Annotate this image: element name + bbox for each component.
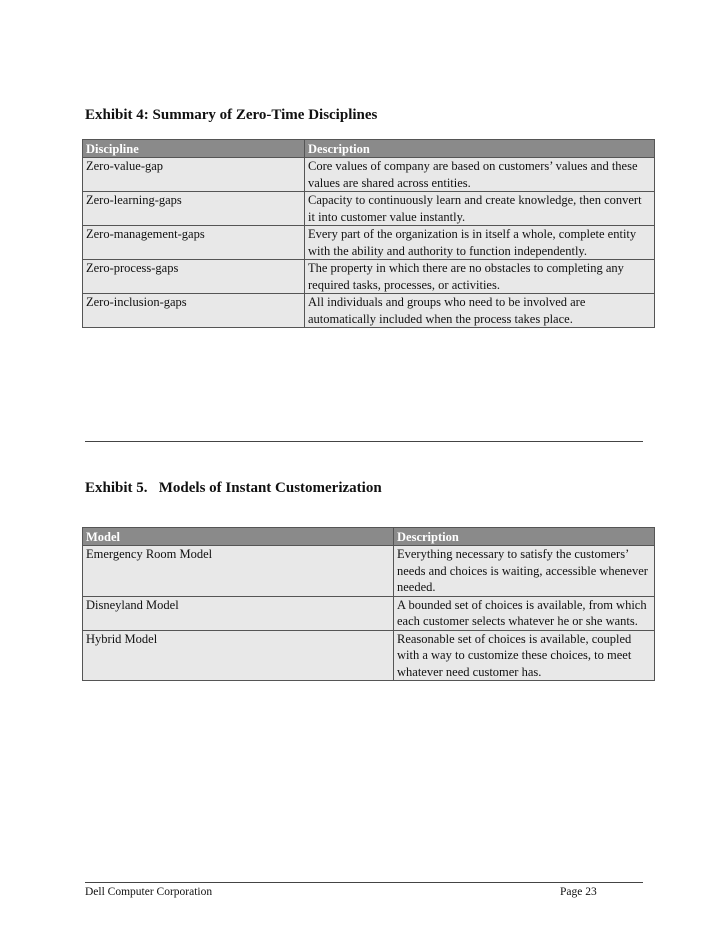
discipline-cell: Zero-learning-gaps <box>83 192 305 226</box>
footer-company: Dell Computer Corporation <box>85 886 213 898</box>
model-cell: Emergency Room Model <box>83 546 394 597</box>
description-cell: Everything necessary to satisfy the customers’ needs and choices is waiting, accessible whenever needed. <box>394 546 655 597</box>
discipline-cell: Zero-inclusion-gaps <box>83 294 305 328</box>
description-cell: A bounded set of choices is available, from which each customer selects whatever he or she wants. <box>394 596 655 630</box>
description-cell: The property in which there are no obstacles to completing any required tasks, processes, or activities. <box>305 260 655 294</box>
discipline-cell: Zero-process-gaps <box>83 260 305 294</box>
section-divider <box>85 441 643 442</box>
table-row <box>83 630 655 681</box>
exhibit-4-title: Exhibit 4: Summary of Zero-Time Disciplines <box>85 107 378 123</box>
description-cell: Every part of the organization is in itself a whole, complete entity with the ability and authority to function independently. <box>305 226 655 260</box>
table-row <box>83 546 655 597</box>
description-cell: Capacity to continuously learn and create knowledge, then convert it into customer value instantly. <box>305 192 655 226</box>
zero-time-disciplines-table <box>82 139 655 328</box>
table-header-row <box>83 140 655 158</box>
description-cell: Reasonable set of choices is available, coupled with a way to customize these choices, to meet whatever need customer has. <box>394 630 655 681</box>
instant-customerization-table <box>82 527 655 681</box>
table-row <box>83 192 655 226</box>
footer-page-number: Page 23 <box>560 886 597 898</box>
table-row <box>83 596 655 630</box>
table-header-row <box>83 528 655 546</box>
description-cell: All individuals and groups who need to be involved are automatically included when the process takes place. <box>305 294 655 328</box>
exhibit-5-title: Exhibit 5. Models of Instant Customerization <box>85 480 382 496</box>
table-row <box>83 294 655 328</box>
column-header-description: Description <box>394 528 655 546</box>
table-row <box>83 226 655 260</box>
table-row <box>83 158 655 192</box>
discipline-cell: Zero-management-gaps <box>83 226 305 260</box>
discipline-cell: Zero-value-gap <box>83 158 305 192</box>
model-cell: Hybrid Model <box>83 630 394 681</box>
footer-divider <box>85 882 643 883</box>
column-header-discipline: Discipline <box>83 140 305 158</box>
column-header-description: Description <box>305 140 655 158</box>
column-header-model: Model <box>83 528 394 546</box>
description-cell: Core values of company are based on customers’ values and these values are shared across entities. <box>305 158 655 192</box>
table-row <box>83 260 655 294</box>
model-cell: Disneyland Model <box>83 596 394 630</box>
